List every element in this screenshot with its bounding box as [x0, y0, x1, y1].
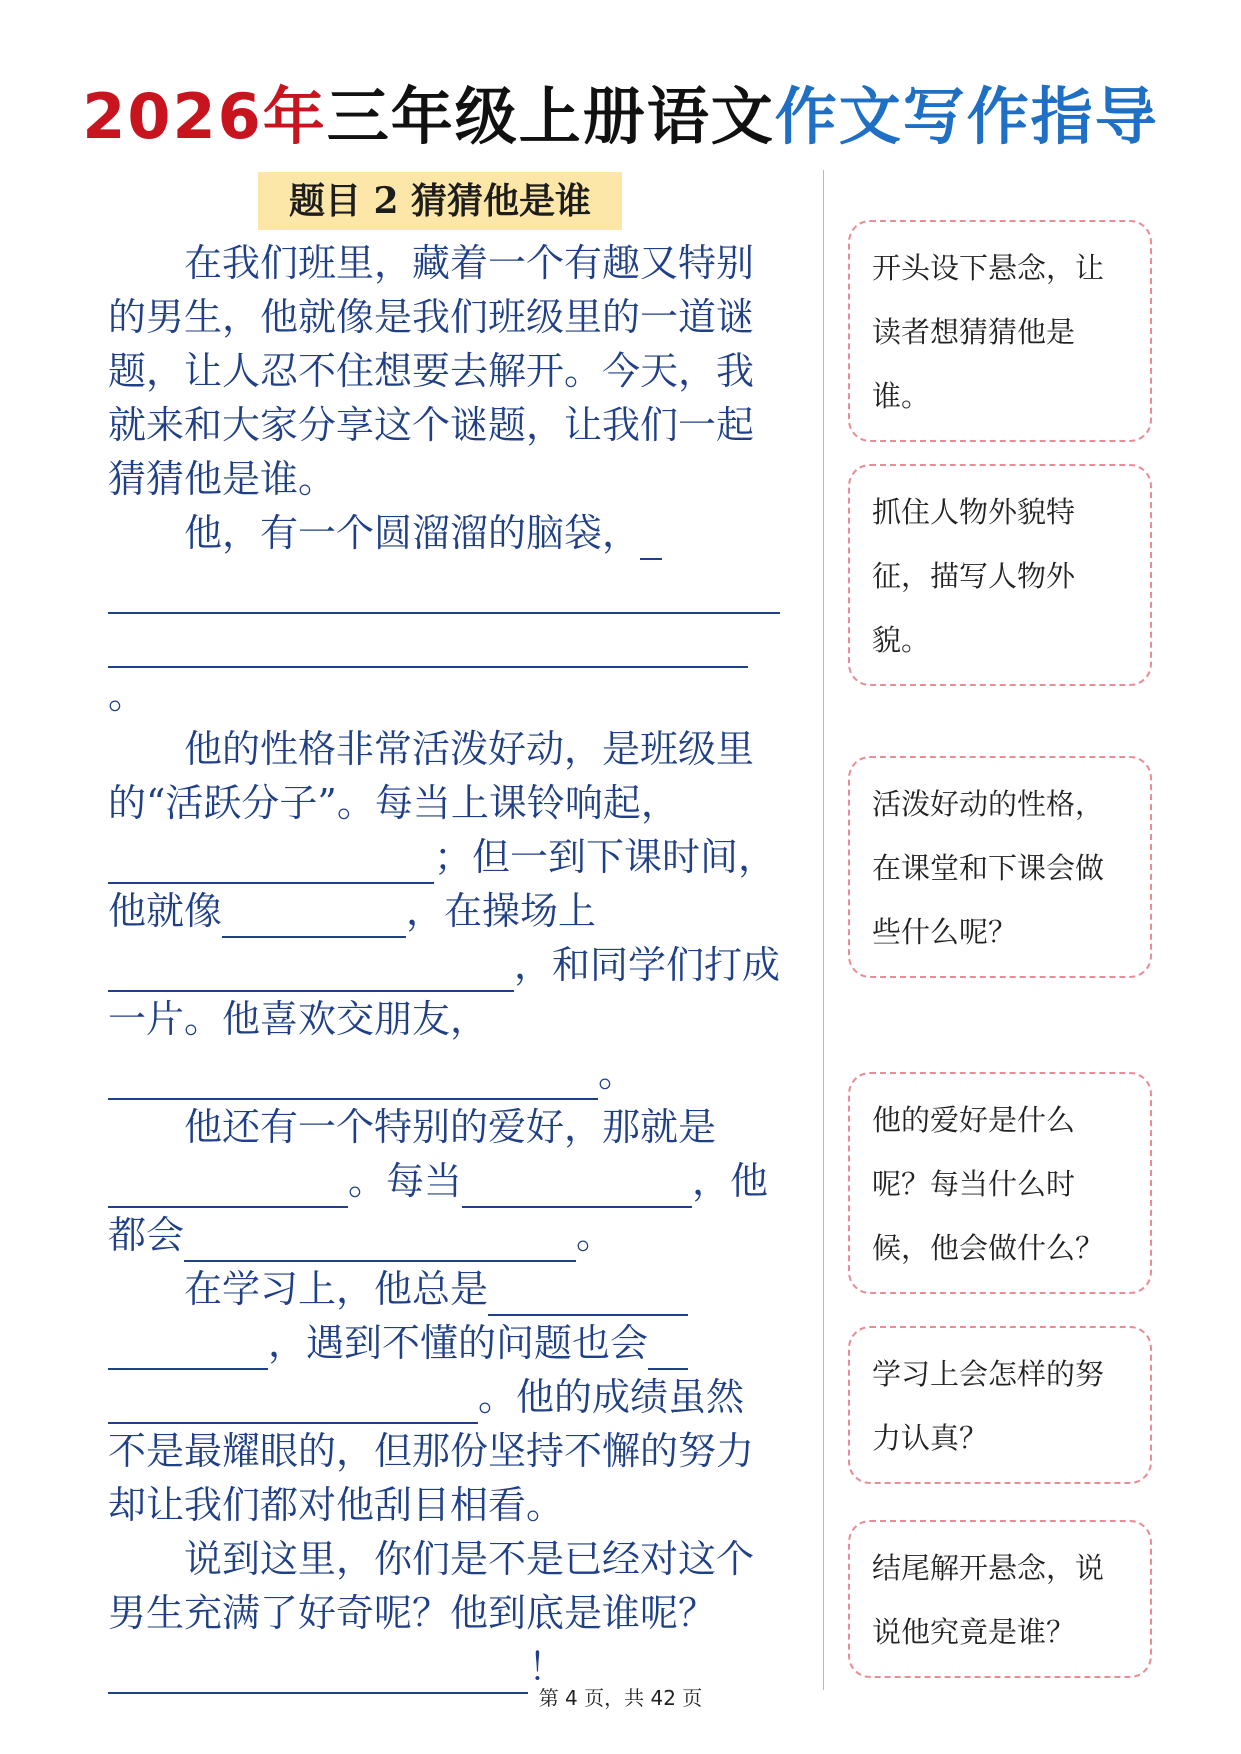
fill-blank[interactable] [108, 1378, 478, 1424]
title-grade: 三年级上册语文 [326, 80, 775, 153]
essay-paragraph-4: 他还有一个特别的爱好，那就是。每当 ，他都会 。 [108, 1100, 780, 1262]
annotation-note: 开头设下悬念，让读者想猜猜他是谁。 [848, 220, 1152, 442]
essay-paragraph-5: 在学习上，他总是，遇到不懂的问题也会。他的成绩虽然不是最耀眼的，但那份坚持不懈的努力却让我们都对他刮目相看。 [108, 1267, 755, 1527]
fill-blank[interactable] [488, 1270, 688, 1316]
essay-paragraph-3: 他的性格非常活泼好动，是班级里的“活跃分子”。每当上课铃响起，；但一到下课时间，他就像 ，在操场上，和同学们打成一片。他喜欢交朋友，。 [108, 722, 780, 1100]
annotation-note: 结尾解开悬念，说说他究竟是谁？ [848, 1520, 1152, 1678]
fill-blank[interactable] [184, 1216, 576, 1262]
fill-blank[interactable] [108, 1162, 348, 1208]
title-year: 2026年 [82, 80, 327, 153]
title-guide: 作文写作指导 [774, 80, 1159, 153]
fill-blank[interactable] [222, 892, 406, 938]
fill-blank[interactable] [640, 514, 662, 560]
fill-blank[interactable] [108, 560, 780, 614]
essay-paragraph-2: 他，有一个圆溜溜的脑袋， 。 [108, 506, 780, 722]
fill-blank[interactable] [108, 1054, 598, 1100]
annotation-note: 抓住人物外貌特征，描写人物外貌。 [848, 464, 1152, 686]
essay-paragraph-6: 说到这里，你们是不是已经对这个男生充满了好奇呢？他到底是谁呢？！ [108, 1532, 780, 1694]
annotation-note: 活泼好动的性格，在课堂和下课会做些什么呢？ [848, 756, 1152, 978]
fill-blank[interactable] [108, 1324, 268, 1370]
fill-blank[interactable] [108, 946, 514, 992]
page-number: 第 4 页，共 42 页 [538, 1686, 703, 1710]
topic-heading: 题目 2 猜猜他是谁 [258, 172, 622, 230]
annotation-note: 学习上会怎样的努力认真？ [848, 1326, 1152, 1484]
fill-blank[interactable] [462, 1162, 692, 1208]
essay-paragraph-1: 在我们班里，藏着一个有趣又特别的男生，他就像是我们班级里的一道谜题，让人忍不住想要去解开。今天，我就来和大家分享这个谜题，让我们一起猜猜他是谁。 [108, 241, 755, 501]
annotation-note: 他的爱好是什么呢？每当什么时候，他会做什么？ [848, 1072, 1152, 1294]
fill-blank[interactable] [108, 838, 434, 884]
fill-blank[interactable] [648, 1324, 688, 1370]
essay-body [108, 236, 780, 1694]
fill-blank[interactable] [108, 622, 748, 668]
column-divider [823, 170, 824, 1690]
page-title [0, 72, 1241, 162]
